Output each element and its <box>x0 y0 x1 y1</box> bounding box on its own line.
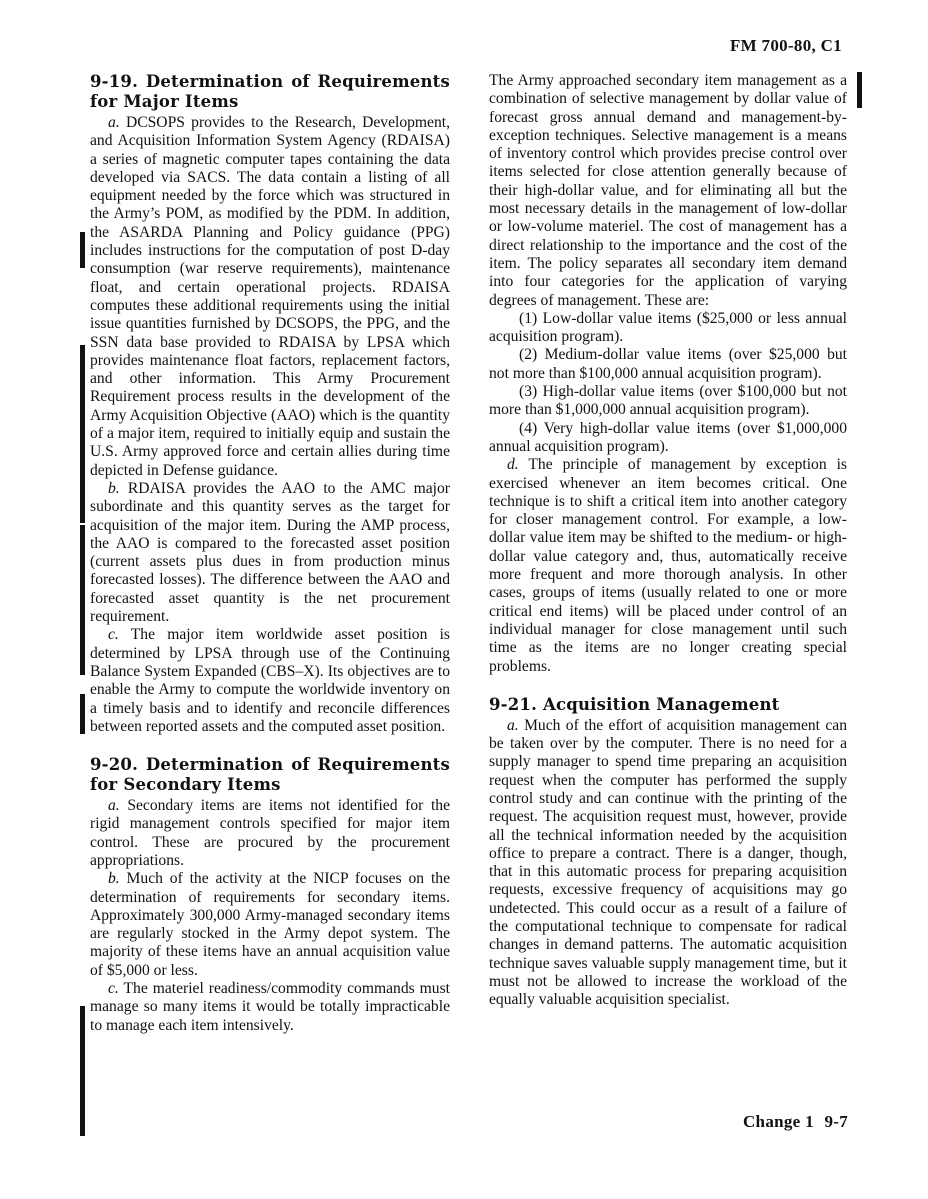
paragraph-text: DCSOPS provides to the Research, Development, and Acquisition Information System Agency (RDAISA) a series of magnetic computer tapes containing the data developed via SACS. The data contain a listing of all equipment needed by the force which was structured in the Army’s POM, as modified by the PDM. In addition, the ASARDA Planning and Policy guidance (PPG) includes instructions for the computation of post D-day consumption (war reserve requirements), maintenance float, and certain operational projects. RDAISA computes these additional requirements using the initial issue quantities furnished by DCSOPS, the PPG, and the SSN data base provided to RDAISA by LPSA which provides maintenance float factors, replacement factors, and other information. This Army Procurement Requirement process results in the development of the Army Acquisition Objective (AAO) which is the quantity of a major item, required to initially equip and sustain the U.S. Army approved force and certain allies during time depicted in Defense guidance. <box>90 114 451 479</box>
page-footer <box>737 1112 848 1132</box>
category-list-item: (1) Low-dollar value items ($25,000 or less annual acquisition program). <box>489 309 847 346</box>
change-bar <box>80 525 85 675</box>
section-heading-9-21: 9-21. Acquisition Management <box>489 694 780 714</box>
paragraph-letter: a. <box>507 716 519 734</box>
paragraph-text: Much of the activity at the NICP focuses on the determination of requirements for secondary items. Approximately 300,000 Army-managed secondary items are regularly stocked in the Army depot system. The majority of these items have an annual acquisition value of $5,000 or less. <box>90 870 450 979</box>
change-bar <box>857 72 862 108</box>
paragraph-9-20-c-continued: The Army approached secondary item management as a combination of selective management by dollar value of forecast gross annual demand and management-by-exception techniques. Selective management is a means of inventory control which provides precise control over items selected for close attention generally because of their high-dollar value, and for eliminating all but the most necessary details in the management of low-dollar or low-volume materiel. The cost of management has a direct relationship to the importance and the cost of the item. The policy separates all secondary item demand into four categories for the application of varying degrees of management. These are: <box>489 72 847 309</box>
change-bar <box>80 232 85 268</box>
paragraph-9-19-b <box>90 480 450 626</box>
paragraph-9-20-b <box>90 870 450 980</box>
left-column <box>90 72 450 1035</box>
paragraph-9-20-d <box>489 456 847 676</box>
paragraph-text: The principle of management by exception is exercised whenever an item becomes critical. One technique is to shift a critical item into another category for closer management control. For example, a low-dollar value item may be shifted to the medium- or high-dollar value category and, thus, automatically receive more frequent and more thorough analysis. In other cases, groups of items (usually related to one or more critical end items) will be placed under control of an individual manager for close management until such time as the items are no longer creating special problems. <box>489 456 847 675</box>
change-label: Change 1 <box>742 1112 814 1131</box>
category-list-item: (4) Very high-dollar value items (over $1,000,000 annual acquisition program). <box>489 419 847 455</box>
paragraph-letter: a. <box>108 114 120 131</box>
paragraph-letter: b. <box>108 870 120 888</box>
page-number: 9-7 <box>824 1112 848 1131</box>
paragraph-letter: b. <box>108 479 120 497</box>
section-heading-9-19: 9-19. Determination of Requirements for Major Items <box>90 72 450 111</box>
paragraph-letter: c. <box>108 626 119 644</box>
category-list-item: (2) Medium-dollar value items (over $25,000 but not more than $100,000 annual acquisition program). <box>489 346 847 382</box>
paragraph-9-21-a <box>489 717 847 1010</box>
paragraph-letter: c. <box>108 980 119 998</box>
paragraph-text: Much of the effort of acquisition management can be taken over by the computer. There is no need for a supply manager to spend time preparing an acquisition request when the computer has performed the supply control study and can continue with the printing of the request. The acquisition request must, however, provide all the technical information needed by the acquisition office to prepare a contract. There is a danger, though, that in this automatic process for preparing acquisition requests, excessive frequency of acquisitions may go undetected. This could occur as a result of a failure of the computational technique to compensate for radical changes in demand patterns. The automatic acquisition technique saves valuable supply management time, but it must not be allowed to increase the workload of the equally valuable acquisition specialist. <box>489 716 848 1009</box>
paragraph-9-19-a <box>90 114 450 480</box>
change-bar <box>80 345 85 523</box>
paragraph-9-19-c <box>90 626 450 736</box>
paragraph-9-20-c <box>90 980 450 1035</box>
paragraph-text: Secondary items are items not identified for the rigid management controls specified for major item control. These are procured by the procurement appropriations. <box>90 797 450 869</box>
right-column <box>489 72 847 1010</box>
paragraph-text: The materiel readiness/commodity commands must manage so many items it would be totally impracticable to manage each item intensively. <box>90 980 450 1034</box>
paragraph-letter: d. <box>507 456 519 474</box>
category-list-item: (3) High-dollar value items (over $100,000 but not more than $1,000,000 annual acquisition program). <box>489 383 847 419</box>
change-bar <box>80 1006 85 1136</box>
change-bar <box>80 694 85 734</box>
paragraph-9-20-a <box>90 797 450 870</box>
paragraph-text: The major item worldwide asset position is determined by LPSA through use of the Continuing Balance System Expanded (CBS–X). Its objectives are to enable the Army to compute the worldwide inventory on a timely basis and to identify and reconcile differences between reported assets and the computed asset position. <box>90 626 450 735</box>
paragraph-letter: a. <box>108 797 120 815</box>
running-head: FM 700-80, C1 <box>729 36 842 55</box>
section-heading-9-20: 9-20. Determination of Requirements for Secondary Items <box>90 755 450 795</box>
paragraph-text: RDAISA provides the AAO to the AMC major subordinate and this quantity serves as the target for acquisition of the major item. During the AMP process, the AAO is compared to the forecasted asset position (current assets plus dues in from production minus forecasted losses). The difference between the AAO and forecasted asset quantity is the net procurement requirement. <box>90 479 450 626</box>
